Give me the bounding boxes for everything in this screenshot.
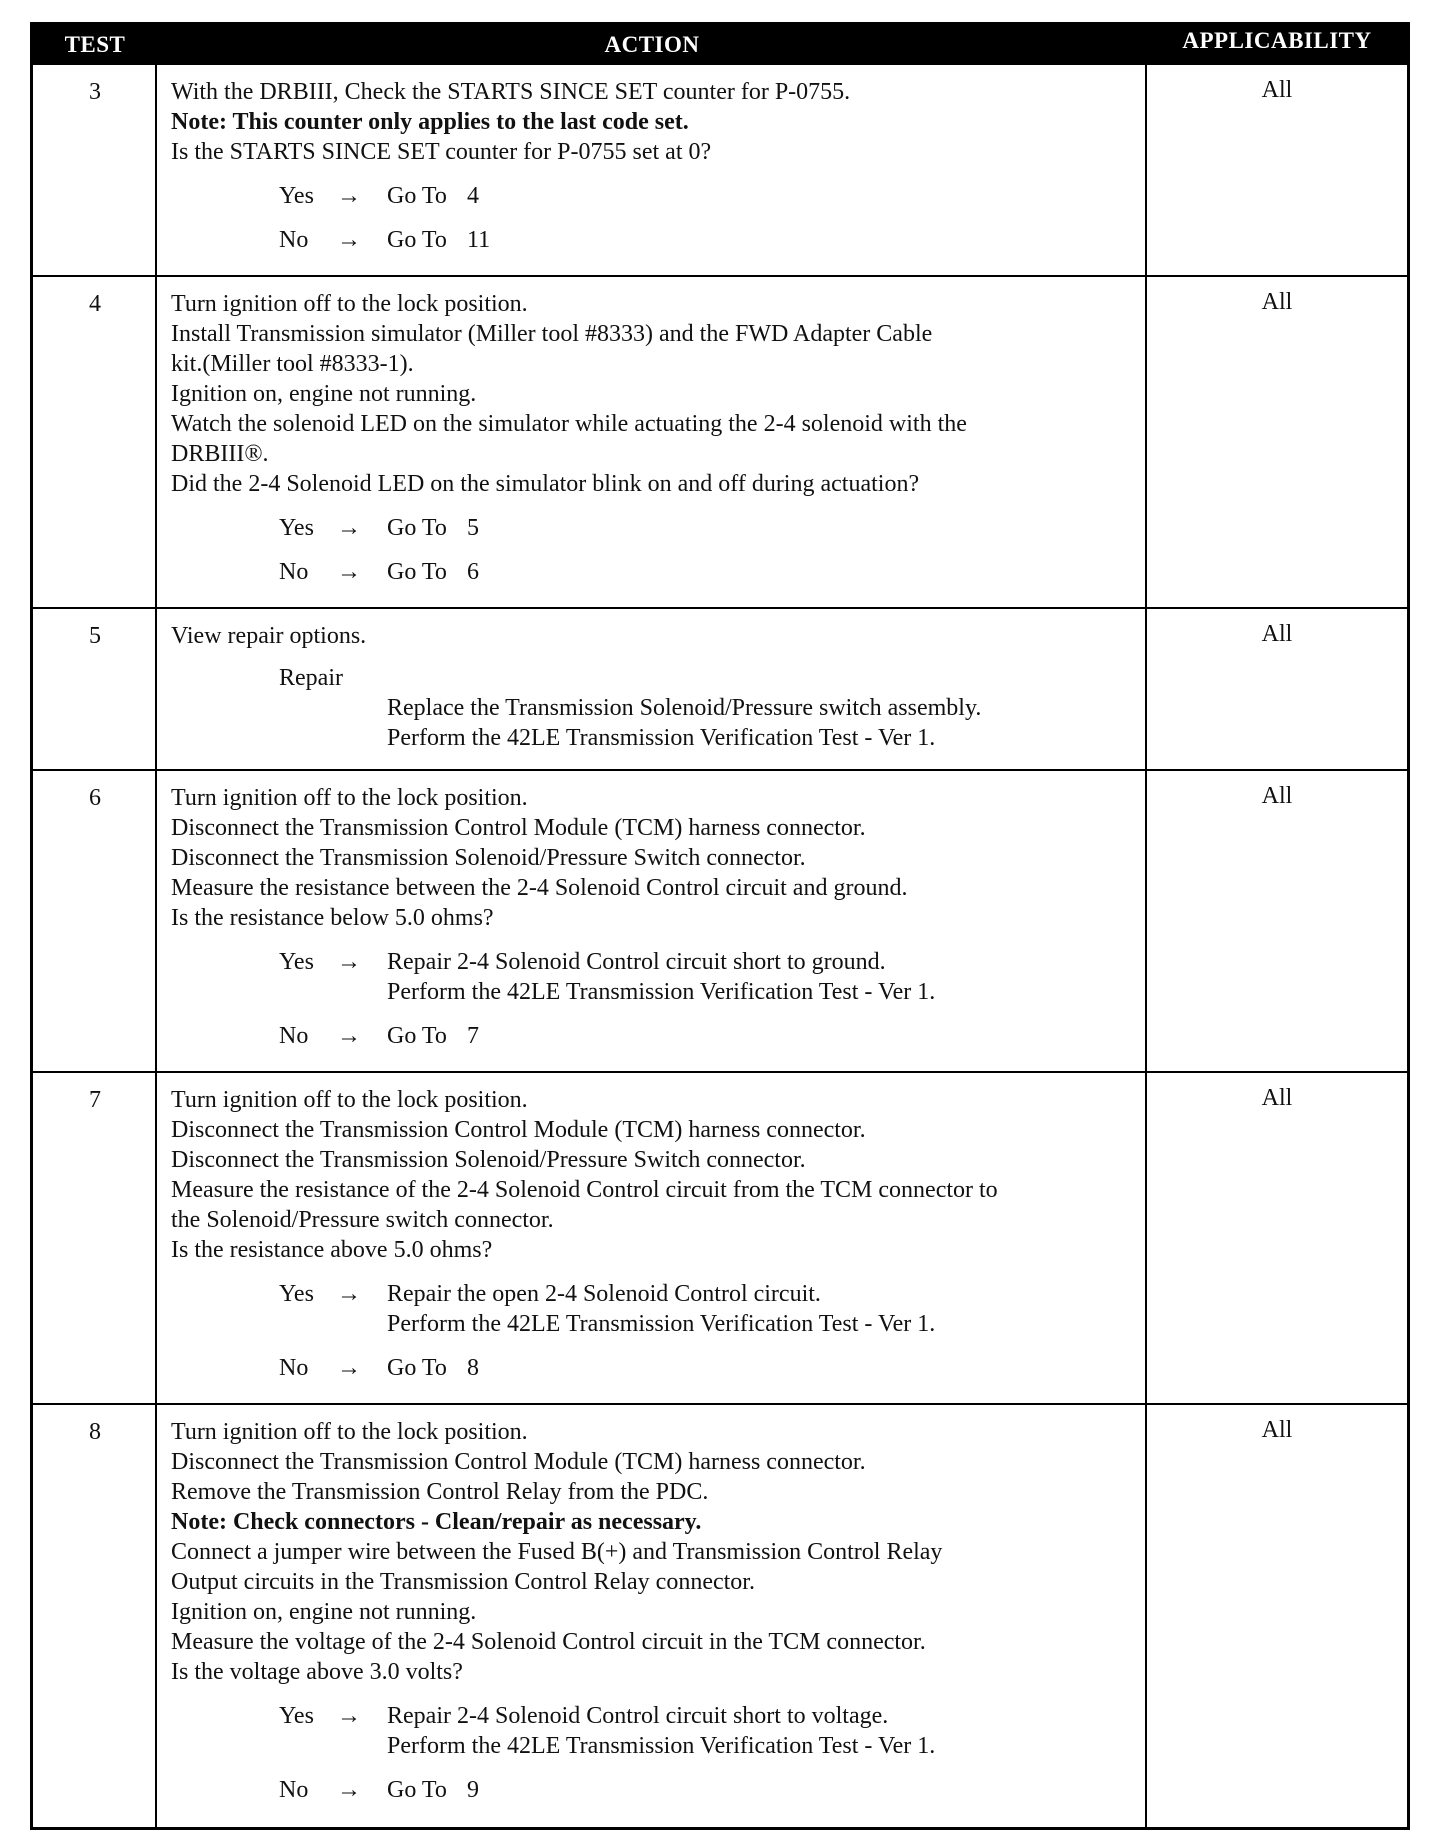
- applicability-cell: All: [1261, 1085, 1293, 1111]
- action-line: kit.(Miller tool #8333-1).: [171, 351, 414, 377]
- arrow-icon: →: [337, 559, 361, 585]
- repair-block: [171, 663, 1156, 753]
- arrow-icon: →: [337, 183, 361, 209]
- applicability-cell: All: [1261, 621, 1293, 647]
- repair-line: Perform the 42LE Transmission Verification Test - Ver 1.: [387, 725, 936, 751]
- no-label: No: [279, 1355, 309, 1381]
- action-line: With the DRBIII, Check the STARTS SINCE SET counter for P-0755.: [171, 79, 851, 105]
- table-header: [33, 25, 1407, 65]
- action-line: Disconnect the Transmission Control Module (TCM) harness connector.: [171, 1117, 866, 1143]
- question-line: Did the 2-4 Solenoid LED on the simulator blink on and off during actuation?: [171, 471, 920, 497]
- arrow-icon: →: [337, 1023, 361, 1049]
- goto-label: Go To: [387, 227, 447, 253]
- goto-label: Go To: [387, 1355, 447, 1381]
- action-cell: [171, 621, 1156, 753]
- test-number: 7: [89, 1087, 101, 1113]
- action-line: Turn ignition off to the lock position.: [171, 1419, 528, 1445]
- action-line: Disconnect the Transmission Solenoid/Pressure Switch connector.: [171, 1147, 806, 1173]
- action-line: Install Transmission simulator (Miller tool #8333) and the FWD Adapter Cable: [171, 321, 933, 347]
- test-number: 4: [89, 291, 101, 317]
- action-cell: [171, 77, 1156, 255]
- no-label: No: [279, 559, 309, 585]
- repair-label: Repair: [279, 665, 343, 691]
- header-applicability: APPLICABILITY: [1182, 28, 1372, 53]
- table-row: [33, 609, 1407, 771]
- no-label: No: [279, 1023, 309, 1049]
- yes-label: Yes: [279, 949, 314, 975]
- repair-line: Repair 2-4 Solenoid Control circuit short to voltage.: [387, 1703, 889, 1729]
- arrow-icon: →: [337, 1355, 361, 1381]
- action-cell: [171, 783, 1156, 1051]
- arrow-icon: →: [337, 1777, 361, 1803]
- test-number: 6: [89, 785, 101, 811]
- applicability-cell: All: [1261, 1417, 1293, 1443]
- action-line: Measure the voltage of the 2-4 Solenoid Control circuit in the TCM connector.: [171, 1629, 926, 1655]
- header-action: ACTION: [604, 32, 700, 57]
- arrow-icon: →: [337, 949, 361, 975]
- applicability-cell: All: [1261, 289, 1293, 315]
- table-row: [33, 1405, 1407, 1827]
- action-line: DRBIII®.: [171, 441, 269, 467]
- no-branch: [171, 1775, 1156, 1805]
- table-row: [33, 771, 1407, 1073]
- arrow-icon: →: [337, 1703, 361, 1729]
- applicability-cell: All: [1261, 77, 1293, 103]
- yes-label: Yes: [279, 1703, 314, 1729]
- question-line: Is the resistance above 5.0 ohms?: [171, 1237, 493, 1263]
- action-line: Measure the resistance of the 2-4 Solenoid Control circuit from the TCM connector to: [171, 1177, 998, 1203]
- yes-branch: [171, 947, 1156, 1007]
- repair-line: Perform the 42LE Transmission Verification Test - Ver 1.: [387, 1311, 936, 1337]
- goto-target: 6: [467, 559, 479, 585]
- goto-target: 4: [467, 183, 479, 209]
- action-cell: [171, 1085, 1156, 1383]
- no-branch: [171, 225, 1156, 255]
- yes-branch: [171, 513, 1156, 543]
- action-line: Turn ignition off to the lock position.: [171, 291, 528, 317]
- yes-branch: [171, 1701, 1156, 1761]
- repair-line: Perform the 42LE Transmission Verification Test - Ver 1.: [387, 1733, 936, 1759]
- yes-label: Yes: [279, 515, 314, 541]
- goto-label: Go To: [387, 1023, 447, 1049]
- no-branch: [171, 1021, 1156, 1051]
- goto-label: Go To: [387, 183, 447, 209]
- goto-target: 5: [467, 515, 479, 541]
- action-line: Ignition on, engine not running.: [171, 1599, 477, 1625]
- action-line: Measure the resistance between the 2-4 Solenoid Control circuit and ground.: [171, 875, 908, 901]
- action-cell: [171, 1417, 1156, 1805]
- header-test: TEST: [64, 32, 126, 57]
- action-line: Disconnect the Transmission Control Module (TCM) harness connector.: [171, 1449, 866, 1475]
- action-line: View repair options.: [171, 623, 367, 649]
- goto-target: 7: [467, 1023, 479, 1049]
- action-line: Connect a jumper wire between the Fused B(+) and Transmission Control Relay: [171, 1539, 943, 1565]
- no-label: No: [279, 227, 309, 253]
- repair-line: Replace the Transmission Solenoid/Pressure switch assembly.: [387, 695, 982, 721]
- applicability-cell: All: [1261, 783, 1293, 809]
- action-line: Turn ignition off to the lock position.: [171, 1087, 528, 1113]
- repair-line: Repair 2-4 Solenoid Control circuit short to ground.: [387, 949, 886, 975]
- yes-branch: [171, 1279, 1156, 1339]
- no-branch: [171, 557, 1156, 587]
- repair-line: Perform the 42LE Transmission Verification Test - Ver 1.: [387, 979, 936, 1005]
- action-line: Disconnect the Transmission Control Module (TCM) harness connector.: [171, 815, 866, 841]
- table-row: [33, 1073, 1407, 1405]
- test-number: 5: [89, 623, 101, 649]
- yes-branch: [171, 181, 1156, 211]
- action-line: Remove the Transmission Control Relay from the PDC.: [171, 1479, 709, 1505]
- arrow-icon: →: [337, 227, 361, 253]
- question-line: Is the resistance below 5.0 ohms?: [171, 905, 494, 931]
- goto-target: 11: [467, 227, 491, 253]
- action-line: Ignition on, engine not running.: [171, 381, 477, 407]
- action-line: Disconnect the Transmission Solenoid/Pressure Switch connector.: [171, 845, 806, 871]
- goto-target: 8: [467, 1355, 479, 1381]
- yes-label: Yes: [279, 1281, 314, 1307]
- diagnostic-table: [30, 22, 1410, 1830]
- arrow-icon: →: [337, 515, 361, 541]
- repair-line: Repair the open 2-4 Solenoid Control circuit.: [387, 1281, 821, 1307]
- no-label: No: [279, 1777, 309, 1803]
- no-branch: [171, 1353, 1156, 1383]
- action-line: Watch the solenoid LED on the simulator while actuating the 2-4 solenoid with the: [171, 411, 967, 437]
- action-line: Output circuits in the Transmission Control Relay connector.: [171, 1569, 755, 1595]
- goto-label: Go To: [387, 1777, 447, 1803]
- goto-label: Go To: [387, 515, 447, 541]
- action-line: the Solenoid/Pressure switch connector.: [171, 1207, 554, 1233]
- yes-label: Yes: [279, 183, 314, 209]
- action-line: Turn ignition off to the lock position.: [171, 785, 528, 811]
- question-line: Is the STARTS SINCE SET counter for P-0755 set at 0?: [171, 139, 712, 165]
- arrow-icon: →: [337, 1281, 361, 1307]
- test-number: 3: [89, 79, 101, 105]
- table-row: [33, 65, 1407, 277]
- goto-label: Go To: [387, 559, 447, 585]
- question-line: Is the voltage above 3.0 volts?: [171, 1659, 463, 1685]
- action-cell: [171, 289, 1156, 587]
- test-number: 8: [89, 1419, 101, 1445]
- table-row: [33, 277, 1407, 609]
- note-line: Note: This counter only applies to the last code set.: [171, 109, 689, 135]
- goto-target: 9: [467, 1777, 479, 1803]
- note-line: Note: Check connectors - Clean/repair as necessary.: [171, 1509, 702, 1535]
